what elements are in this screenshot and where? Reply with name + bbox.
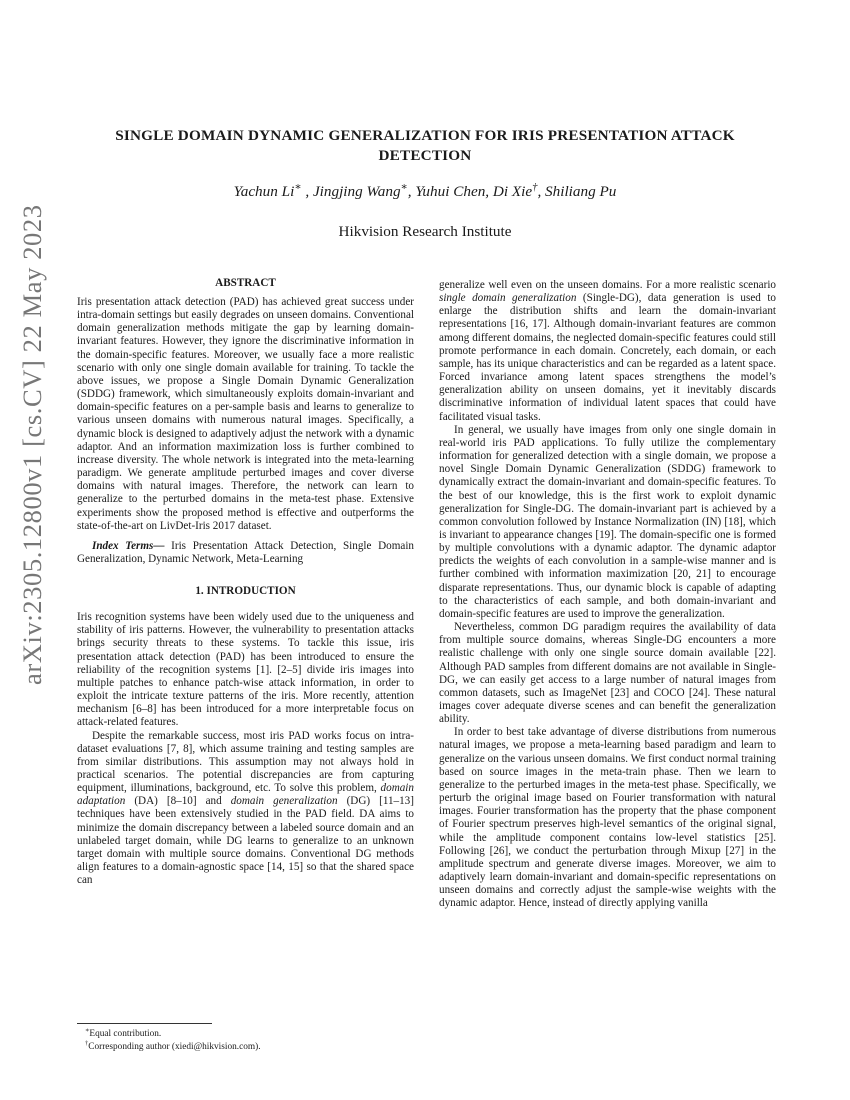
left-column	[77, 276, 414, 887]
author-name: Shiliang Pu	[545, 183, 617, 200]
index-terms-text: Iris Presentation Attack Detection, Single Domain Generalization, Dynamic Network, Meta-Learning	[77, 539, 414, 565]
affiliation: Hikvision Research Institute	[338, 223, 512, 240]
abstract-heading: ABSTRACT	[215, 277, 276, 289]
body-paragraph: In general, we usually have images from only one single domain in real-world iris PAD applications. To fully utilize the complementary information for generalized detection with a single domain, we propose a novel Single Domain Dynamic Generalization (SDDG) framework to dynamically extract the domain-invariant and domain-specific features. To the best of our knowledge, this is the first work to exploit dynamic generalization for Single-DG. The domain-invariant part is achieved by a common convolution followed by Instance Normalization (IN) [18], which is invariant to appearance changes [19]. The domain-specific one is formed by multiple convolutions with a dynamic adaptor. The dynamic adaptor predicts the weights of each convolution in a sample-wise manner and is further combined with information maximization [20, 21] to encourage disparate representations. Thus, our dynamic block is capable of adapting to the characteristics of each sample, and both domain-invariant and domain-specific features are used to improve the generalization.	[439, 423, 776, 620]
arxiv-identifier-stamp: arXiv:2305.12800v1 [cs.CV] 22 May 2023	[17, 204, 47, 685]
body-paragraph: Nevertheless, common DG paradigm requires the availability of data from multiple source domains, whereas Single-DG encounters a more realistic challenge with only one single source domain available [22]. Although PAD samples from different domains are not available in Single-DG, we can easily get access to a large number of natural images from common datasets, such as ImageNet [23] and COCO [24]. These natural images cover adequate diverse scenes and can benefit the generalization ability.	[439, 621, 776, 726]
index-terms-label: Index Terms—	[92, 539, 165, 552]
body-paragraph: In order to best take advantage of diverse distributions from numerous natural images, we propose a meta-learning based paradigm and learn to generalize on the various unseen domains. We first conduct normal training based on source images in the meta-train phase. Then we learn to generalize to the perturbed images in the meta-test phase. Specifically, we perturb the original image based on Fourier transformation with natural images. Fourier transformation has the property that the phase component of Fourier spectrum preserves high-level semantics of the original signal, while the amplitude component contains low-level statistics [25]. Following [26], we conduct the perturbation through Mixup [27] in the amplitude spectrum and generate diverse images. Moreover, we aim to adaptively learn domain-invariant and domain-specific representations on unseen domains and correctly adjust the sample-wise weights with the dynamic adaptor. Hence, instead of directly applying vanilla	[439, 726, 776, 910]
intro-paragraph: Despite the remarkable success, most iris PAD works focus on intra-dataset evaluations [7, 8], which assume training and testing samples are from similar distributions. This assumption may not always hold in practical scenarios. The potential discrepancies are from capturing equipment, illuminations, background, etc. To solve this problem, domain adaptation (DA) [8–10] and domain generalization (DG) [11–13] techniques have been extensively studied in the PAD field. DA aims to minimize the domain discrepancy between a labeled source domain and an unlabeled target domain, while DG learns to generalize to an unknown target domain with multiple source domains. Conventional DG methods align features to a domain-agnostic space [14, 15] so that the shared space can	[77, 729, 414, 887]
author-list: Yachun Li∗ , Jingjing Wang∗, Yuhui Chen, Di Xie†, Shiliang Pu	[233, 181, 617, 200]
author-name: Yachun Li	[233, 183, 295, 200]
footnote-divider	[77, 1023, 212, 1024]
author-name: Jingjing Wang	[312, 183, 401, 200]
footnote-corresponding-author: †Corresponding author (xiedi@hikvision.com).	[85, 1039, 261, 1052]
footnotes	[85, 1028, 415, 1054]
introduction-heading: 1. INTRODUCTION	[195, 585, 296, 598]
author-name: Yuhui Chen	[415, 183, 486, 200]
index-terms	[77, 540, 414, 566]
abstract-text: Iris presentation attack detection (PAD) has achieved great success under intra-domain settings but easily degrades on unseen domains. Conventional domain generalization methods mitigate the gap by learning domain-invariant features. However, they ignore the discriminative information in the domain-specific features. Moreover, we usually face a more realistic scenario with only one single domain available for training. To tackle the above issues, we propose a Single Domain Dynamic Generalization (SDDG) framework, which simultaneously exploits domain-invariant and domain-specific features on a per-sample basis and learns to generalize to various unseen domains with numerous natural images. Specifically, a dynamic block is designed to adaptively adjust the network with a dynamic adaptor. And an information maximization loss is further combined to increase diversity. The whole network is integrated into the meta-learning paradigm. We generate amplitude perturbed images and cover diverse domains with natural images. Therefore, the network can learn to generalize to the perturbed domains in the meta-test phase. Extensive experiments show the proposed method is effective and outperforms the state-of-the-art on LivDet-Iris 2017 dataset.	[77, 296, 414, 532]
footnote-equal-contribution: ∗Equal contribution.	[85, 1026, 162, 1039]
author-name: Di Xie	[492, 183, 533, 200]
body-paragraph: generalize well even on the unseen domains. For a more realistic scenario single domain generalization (Single-DG), data generation is used to enlarge the distribution shifts and learn the domain-invariant representations [16, 17]. Although domain-invariant features are common among different domains, the neglected domain-specific features could still promote performance in each domain. Concretely, each domain, or each sample, has its unique characteristics and can be regarded as a latent space. Forced invariance among latent spaces strengthens the model’s generalization ability on unseen domains, yet it inevitably discards discriminative information of individual latent spaces that could have facilitated visual tasks.	[439, 279, 776, 423]
paper-title: SINGLE DOMAIN DYNAMIC GENERALIZATION FOR IRIS PRESENTATION ATTACK DETECTION	[115, 127, 735, 164]
right-column	[439, 279, 776, 911]
intro-paragraph: Iris recognition systems have been widely used due to the uniqueness and stability of iris patterns. However, the vulnerability to presentation attacks brings security threats to these systems. To tackle this issue, iris presentation attack detection (PAD) has been introduced to ensure the reliability of the recognition systems [1]. [2–5] divide iris images into multiple patches to enhance patch-wise attack information, in order to exploit the intricate texture patterns of the iris. More recently, attention mechanism [6–8] has been introduced for a more interpretable focus on attack-related features.	[77, 611, 414, 729]
